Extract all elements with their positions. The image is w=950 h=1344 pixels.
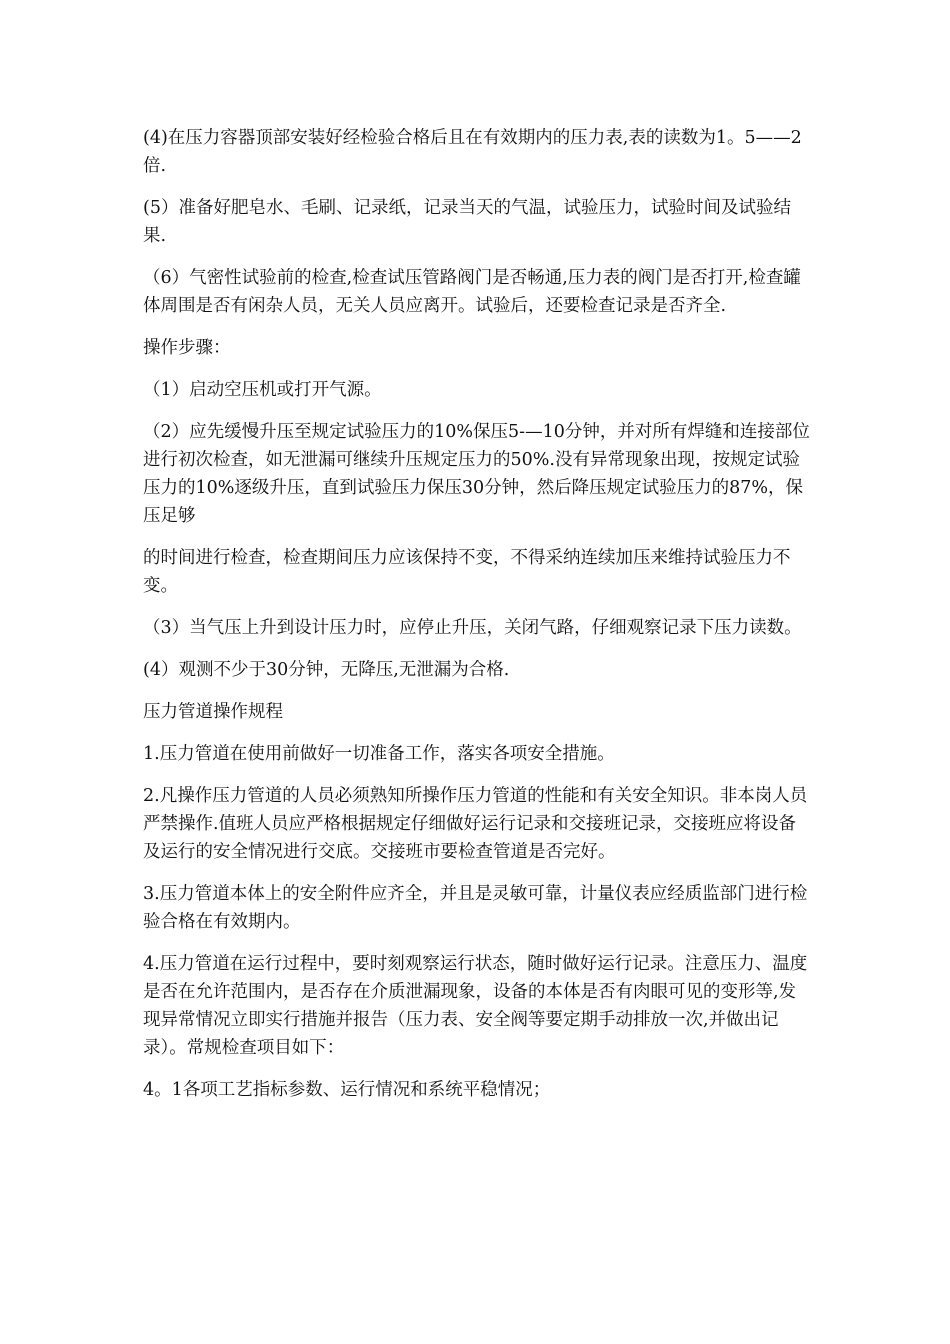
- rule-1: 1.压力管道在使用前做好一切准备工作，落实各项安全措施。: [143, 744, 615, 764]
- document-page: [143, 124, 811, 1118]
- paragraph-pre-test-check: （6）气密性试验前的检查,检查试压管路阀门是否畅通,压力表的阀门是否打开,检查罐体周围是否有闲杂人员，无关人员应离开。试验后，还要检查记录是否齐全.: [143, 268, 801, 316]
- rule-3: 3.压力管道本体上的安全附件应齐全，并且是灵敏可靠，计量仪表应经质监部门进行检验合格在有效期内。: [143, 884, 808, 932]
- paragraph-pressure-gauge: (4)在压力容器顶部安装好经检验合格后且在有效期内的压力表,表的读数为1。5——2倍.: [143, 128, 802, 176]
- step-2-continued: 的时间进行检查，检查期间压力应该保持不变，不得采纳连续加压来维持试验压力不变。: [143, 548, 791, 596]
- section-heading-steps: 操作步骤：: [143, 338, 231, 358]
- step-4: (4）观测不少于30分钟，无降压,无泄漏为合格.: [143, 660, 510, 680]
- step-3: （3）当气压上升到设计压力时，应停止升压，关闭气路，仔细观察记录下压力读数。: [143, 618, 802, 638]
- rule-2: 2.凡操作压力管道的人员必须熟知所操作压力管道的性能和有关安全知识。非本岗人员严禁操作.值班人员应严格根据规定仔细做好运行记录和交接班记录，交接班应将设备及运行的安全情况进行交底。交接班市要检查管道是否完好。: [143, 786, 808, 862]
- rule-4: 4.压力管道在运行过程中，要时刻观察运行状态，随时做好运行记录。注意压力、温度是否在允许范围内，是否存在介质泄漏现象，设备的本体是否有肉眼可见的变形等,发现异常情况立即实行措施并报告（压力表、安全阀等要定期手动排放一次,并做出记录）。常规检查项目如下：: [143, 954, 808, 1058]
- rule-4-1: 4。1各项工艺指标参数、运行情况和系统平稳情况；: [143, 1080, 551, 1100]
- section-heading-pipeline-rules: 压力管道操作规程: [143, 702, 283, 722]
- step-2: （2）应先缓慢升压至规定试验压力的10%保压5-—10分钟，并对所有焊缝和连接部位进行初次检查，如无泄漏可继续升压规定压力的50%.没有异常现象出现，按规定试验压力的10%逐级升压，直到试验压力保压30分钟，然后降压规定试验压力的87%，保压足够: [143, 422, 810, 526]
- paragraph-preparation: (5）准备好肥皂水、毛刷、记录纸，记录当天的气温，试验压力，试验时间及试验结果.: [143, 198, 791, 246]
- step-1: （1）启动空压机或打开气源。: [143, 380, 382, 400]
